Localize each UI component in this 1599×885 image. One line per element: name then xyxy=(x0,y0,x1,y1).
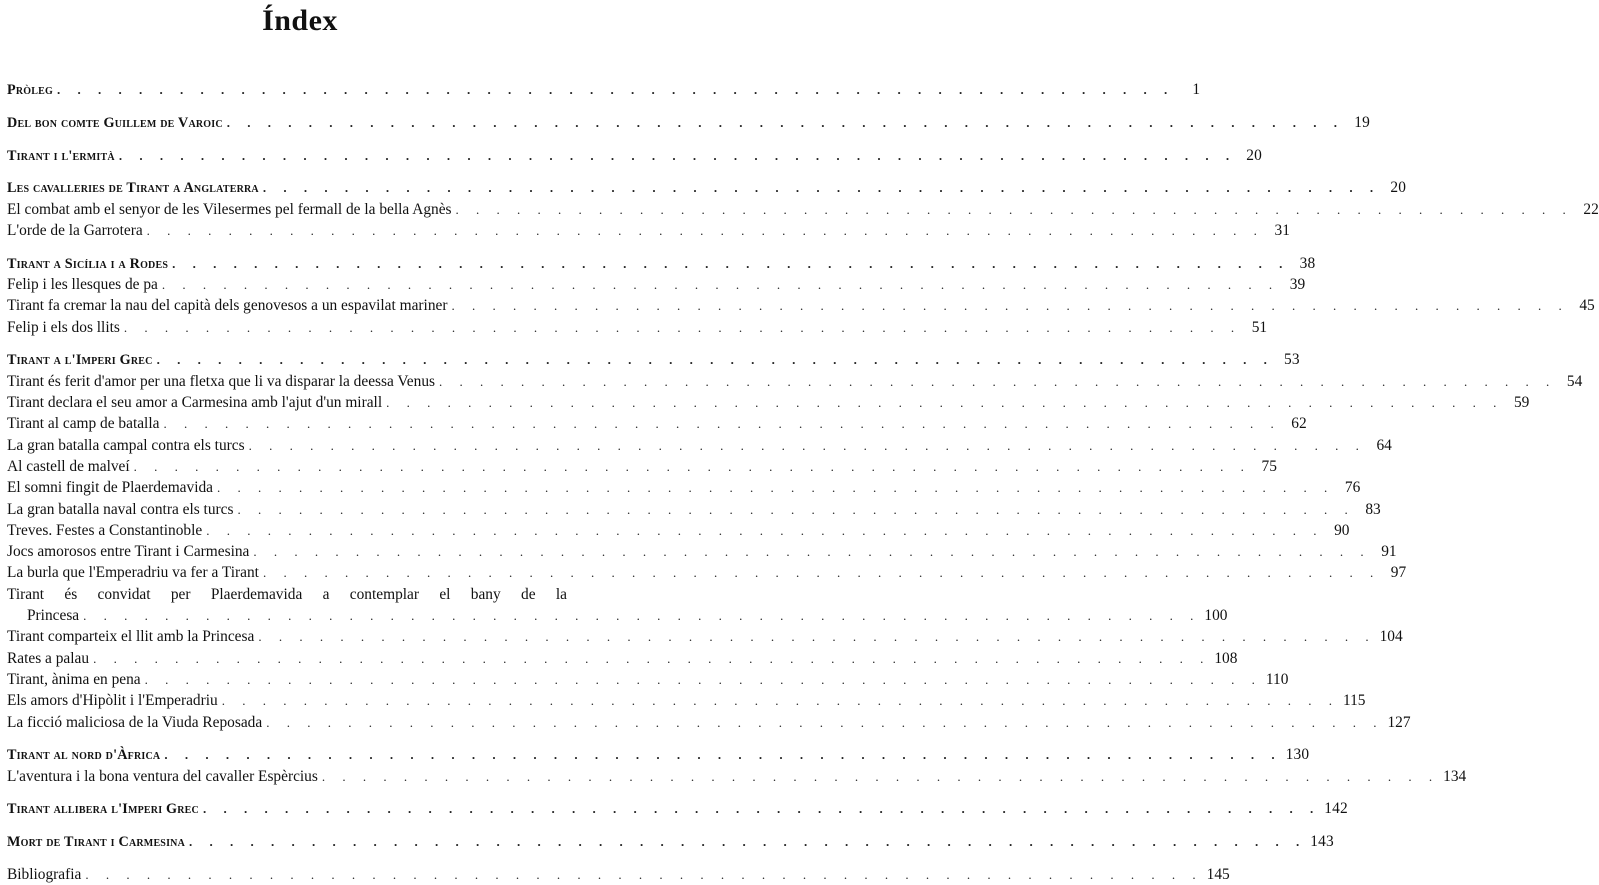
toc-entry[interactable] xyxy=(7,520,1350,541)
toc-page-number: 142 xyxy=(1324,800,1348,818)
toc-page-number: 134 xyxy=(1443,767,1467,785)
group-spacer xyxy=(7,166,597,178)
toc-page-number: 64 xyxy=(1376,436,1392,454)
toc-page-number: 1 xyxy=(1192,81,1201,98)
toc-entry[interactable] xyxy=(7,199,1599,220)
group-spacer xyxy=(7,338,597,350)
toc-entry[interactable] xyxy=(7,648,1238,669)
toc-entry-label: Tirant i l'ermità xyxy=(7,147,115,164)
toc-page-number: 39 xyxy=(1289,276,1306,294)
page-title: Índex xyxy=(262,4,338,37)
dot-leader: . . . . . . . . . . . . . . . . . . . . . . . . . . . . . . . . . . . . . . . . . . . . . . . . . . . . . . . xyxy=(93,650,1211,666)
toc-page-number: 130 xyxy=(1285,746,1310,764)
toc-entry-label: Jocs amorosos entre Tirant i Carmesina xyxy=(7,543,250,561)
toc-page-number: 20 xyxy=(1390,179,1407,197)
toc-entry[interactable] xyxy=(7,626,1403,647)
group-spacer xyxy=(7,853,597,865)
toc-page-number: 145 xyxy=(1206,866,1230,883)
toc-page-number: 90 xyxy=(1334,521,1350,539)
dot-leader: . . . . . . . . . . . . . . . . . . . . . . . . . . . . . . . . . . . . . . . . . . . . . . . . . . . . . . . xyxy=(226,114,1345,130)
toc-entry[interactable] xyxy=(7,864,1230,885)
dot-leader: . . . . . . . . . . . . . . . . . . . . . . . . . . . . . . . . . . . . . . . . . . . . . . . . . . . . . . . xyxy=(85,867,1203,882)
toc-entry-label[interactable]: Tirant és convidat per Plaerdemavida a contemplar el bany de la xyxy=(7,585,567,603)
toc-entry-label: Les cavalleries de Tirant a Anglaterra xyxy=(7,180,259,197)
toc-page-number: 75 xyxy=(1261,457,1277,475)
toc-section-entry[interactable] xyxy=(7,831,1334,852)
toc-page-number: 100 xyxy=(1204,607,1228,625)
toc-entry-label: La burla que l'Emperadriu va fer a Tirant xyxy=(7,564,259,582)
toc-page-number: 115 xyxy=(1342,692,1366,710)
table-of-contents xyxy=(7,79,1599,885)
toc-entry[interactable] xyxy=(7,712,1411,733)
toc-entry[interactable] xyxy=(7,317,1268,338)
dot-leader: . . . . . . . . . . . . . . . . . . . . . . . . . . . . . . . . . . . . . . . . . . . . . . . . . . . . . . . xyxy=(221,693,1339,709)
toc-page-number: 127 xyxy=(1387,713,1411,731)
toc-entry[interactable] xyxy=(7,435,1392,456)
dot-leader: . . . . . . . . . . . . . . . . . . . . . . . . . . . . . . . . . . . . . . . . . . . . . . . . . . . . . . . xyxy=(451,298,1569,314)
toc-entry-label: Pròleg xyxy=(7,82,53,98)
dot-leader: . . . . . . . . . . . . . . . . . . . . . . . . . . . . . . . . . . . . . . . . . . . . . . . . . . . . . . . xyxy=(217,480,1335,496)
toc-entry-label: Felip i les llesques de pa xyxy=(7,276,158,294)
dot-leader: . . . . . . . . . . . . . . . . . . . . . . . . . . . . . . . . . . . . . . . . . . . . . . . . . . . . . . . xyxy=(455,201,1573,217)
dot-leader: . . . . . . . . . . . . . . . . . . . . . . . . . . . . . . . . . . . . . . . . . . . . . . . . . . . . . . . xyxy=(248,437,1366,453)
toc-entry-label: Tirant, ànima en pena xyxy=(7,670,141,688)
toc-page-number: 62 xyxy=(1291,415,1307,433)
toc-page-number: 22 xyxy=(1583,200,1599,218)
group-spacer xyxy=(7,241,597,253)
toc-page-number: 38 xyxy=(1299,254,1316,272)
dot-leader: . . . . . . . . . . . . . . . . . . . . . . . . . . . . . . . . . . . . . . . . . . . . . . . . . . . . . . . xyxy=(189,834,1307,850)
toc-entry-label: Tirant fa cremar la nau del capità dels genovesos a un espavilat mariner xyxy=(7,297,448,315)
toc-entry-label: Treves. Festes a Constantinoble xyxy=(7,521,203,539)
group-spacer xyxy=(7,787,597,799)
toc-entry-label: Tirant allibera l'Imperi Grec xyxy=(7,801,199,818)
toc-page-number: 104 xyxy=(1379,628,1403,646)
toc-page-number: 110 xyxy=(1265,670,1289,688)
toc-entry-label: Del bon comte Guillem de Varoic xyxy=(7,114,223,131)
toc-page-number: 97 xyxy=(1390,564,1407,582)
toc-page-number: 54 xyxy=(1566,372,1583,390)
toc-section-entry[interactable] xyxy=(7,177,1407,198)
toc-entry-label: Felip i els dos llits xyxy=(7,318,120,336)
group-spacer xyxy=(7,733,597,745)
toc-page-number: 20 xyxy=(1246,146,1263,164)
dot-leader: . . . . . . . . . . . . . . . . . . . . . . . . . . . . . . . . . . . . . . . . . . . . . . . . . . . . . . . xyxy=(206,522,1324,538)
toc-section-entry[interactable] xyxy=(7,145,1263,166)
toc-entry-label: L'aventura i la bona ventura del cavaller Espèrcius xyxy=(7,767,318,785)
toc-entry-label: L'orde de la Garrotera xyxy=(7,221,143,239)
toc-entry-label: Tirant a Sicília i a Rodes xyxy=(7,255,169,272)
toc-entry-label: Bibliografia xyxy=(7,866,82,883)
toc-entry-label: Rates a palau xyxy=(7,649,90,667)
dot-leader: . . . . . . . . . . . . . . . . . . . . . . . . . . . . . . . . . . . . . . . . . . . . . . . . . . . . . . . xyxy=(161,277,1280,293)
toc-entry[interactable] xyxy=(7,605,1228,626)
toc-entry-label: Tirant comparteix el llit amb la Princesa xyxy=(7,628,255,646)
dot-leader: . . . . . . . . . . . . . . . . . . . . . . . . . . . . . . . . . . . . . . . . . . . . . . . . . . . . . . . xyxy=(164,747,1282,763)
toc-section-entry[interactable] xyxy=(7,112,1371,133)
dot-leader: . . . . . . . . . . . . . . . . . . . . . . . . . . . . . . . . . . . . . . . . . . . . . . . . . . . . . . . xyxy=(57,82,1175,97)
dot-leader: . . . . . . . . . . . . . . . . . . . . . . . . . . . . . . . . . . . . . . . . . . . . . . . . . . . . . . . xyxy=(262,565,1381,581)
toc-entry[interactable] xyxy=(7,477,1361,498)
toc-entry[interactable] xyxy=(7,413,1307,434)
dot-leader: . . . . . . . . . . . . . . . . . . . . . . . . . . . . . . . . . . . . . . . . . . . . . . . . . . . . . . . xyxy=(156,352,1274,368)
dot-leader: . . . . . . . . . . . . . . . . . . . . . . . . . . . . . . . . . . . . . . . . . . . . . . . . . . . . . . . xyxy=(123,319,1242,335)
dot-leader: . . . . . . . . . . . . . . . . . . . . . . . . . . . . . . . . . . . . . . . . . . . . . . . . . . . . . . . xyxy=(321,768,1440,784)
toc-entry-label: El combat amb el senyor de les Vilesermes pel fermall de la bella Agnès xyxy=(7,200,452,218)
toc-entry-label: Tirant és ferit d'amor per una fletxa que li va disparar la deessa Venus xyxy=(7,372,436,390)
dot-leader: . . . . . . . . . . . . . . . . . . . . . . . . . . . . . . . . . . . . . . . . . . . . . . . . . . . . . . . xyxy=(146,222,1264,238)
toc-entry-label: Tirant al camp de batalla xyxy=(7,415,160,433)
toc-entry-label: Els amors d'Hipòlit i l'Emperadriu xyxy=(7,692,218,710)
toc-entry-label: Princesa xyxy=(27,607,80,625)
dot-leader: . . . . . . . . . . . . . . . . . . . . . . . . . . . . . . . . . . . . . . . . . . . . . . . . . . . . . . . xyxy=(133,458,1251,474)
toc-entry[interactable] xyxy=(7,295,1595,316)
toc-entry[interactable] xyxy=(7,766,1467,787)
toc-page-number: 83 xyxy=(1365,500,1381,518)
dot-leader: . . . . . . . . . . . . . . . . . . . . . . . . . . . . . . . . . . . . . . . . . . . . . . . . . . . . . . . xyxy=(262,180,1381,196)
dot-leader: . . . . . . . . . . . . . . . . . . . . . . . . . . . . . . . . . . . . . . . . . . . . . . . . . . . . . . . xyxy=(118,147,1237,163)
dot-leader: . . . . . . . . . . . . . . . . . . . . . . . . . . . . . . . . . . . . . . . . . . . . . . . . . . . . . . . xyxy=(237,501,1355,517)
toc-page-number: 143 xyxy=(1310,833,1334,851)
toc-page-number: 59 xyxy=(1513,394,1530,412)
dot-leader: . . . . . . . . . . . . . . . . . . . . . . . . . . . . . . . . . . . . . . . . . . . . . . . . . . . . . . . xyxy=(253,544,1371,560)
toc-entry[interactable] xyxy=(7,456,1277,477)
toc-entry-label: Tirant a l'Imperi Grec xyxy=(7,352,153,369)
dot-leader: . . . . . . . . . . . . . . . . . . . . . . . . . . . . . . . . . . . . . . . . . . . . . . . . . . . . . . . xyxy=(83,608,1201,624)
toc-page-number: 91 xyxy=(1381,543,1397,561)
toc-entry-label: Mort de Tirant i Carmesina xyxy=(7,834,186,851)
dot-leader: . . . . . . . . . . . . . . . . . . . . . . . . . . . . . . . . . . . . . . . . . . . . . . . . . . . . . . . xyxy=(258,629,1376,645)
toc-entry[interactable] xyxy=(7,274,1306,295)
toc-entry[interactable] xyxy=(7,541,1397,562)
group-spacer xyxy=(7,133,597,145)
toc-section-entry[interactable] xyxy=(7,253,1316,274)
toc-entry[interactable] xyxy=(7,499,1381,520)
toc-page-number: 108 xyxy=(1214,649,1238,667)
dot-leader: . . . . . . . . . . . . . . . . . . . . . . . . . . . . . . . . . . . . . . . . . . . . . . . . . . . . . . . xyxy=(172,255,1290,271)
toc-entry-label: Tirant declara el seu amor a Carmesina amb l'ajut d'un mirall xyxy=(7,394,383,412)
dot-leader: . . . . . . . . . . . . . . . . . . . . . . . . . . . . . . . . . . . . . . . . . . . . . . . . . . . . . . . xyxy=(202,801,1321,817)
toc-section-entry[interactable] xyxy=(7,798,1348,819)
toc-entry-label: Al castell de malveí xyxy=(7,457,130,475)
toc-section-entry[interactable] xyxy=(7,79,1201,100)
group-spacer xyxy=(7,100,597,112)
toc-page-number: 31 xyxy=(1274,221,1290,239)
dot-leader: . . . . . . . . . . . . . . . . . . . . . . . . . . . . . . . . . . . . . . . . . . . . . . . . . . . . . . . xyxy=(439,373,1557,389)
toc-section-entry[interactable] xyxy=(7,744,1310,765)
toc-entry[interactable] xyxy=(7,690,1366,711)
group-spacer xyxy=(7,820,597,832)
toc-page-number: 19 xyxy=(1354,113,1371,131)
toc-entry-label: Tirant al nord d'Àfrica xyxy=(7,747,161,764)
toc-entry-label: La gran batalla campal contra els turcs xyxy=(7,436,245,454)
toc-entry-label: La gran batalla naval contra els turcs xyxy=(7,500,234,518)
toc-entry[interactable] xyxy=(7,220,1290,241)
dot-leader: . . . . . . . . . . . . . . . . . . . . . . . . . . . . . . . . . . . . . . . . . . . . . . . . . . . . . . . xyxy=(266,714,1384,730)
toc-entry-label: La ficció maliciosa de la Viuda Reposada xyxy=(7,713,263,731)
toc-entry[interactable] xyxy=(7,392,1530,413)
toc-entry[interactable] xyxy=(7,371,1583,392)
dot-leader: . . . . . . . . . . . . . . . . . . . . . . . . . . . . . . . . . . . . . . . . . . . . . . . . . . . . . . . xyxy=(144,671,1262,687)
toc-entry[interactable] xyxy=(7,562,1407,583)
toc-page-number: 53 xyxy=(1284,351,1300,369)
dot-leader: . . . . . . . . . . . . . . . . . . . . . . . . . . . . . . . . . . . . . . . . . . . . . . . . . . . . . . . xyxy=(386,395,1504,411)
dot-leader: . . . . . . . . . . . . . . . . . . . . . . . . . . . . . . . . . . . . . . . . . . . . . . . . . . . . . . . xyxy=(163,416,1281,432)
toc-entry[interactable] xyxy=(7,669,1289,690)
toc-page-number: 45 xyxy=(1579,297,1595,315)
toc-page-number: 76 xyxy=(1344,479,1361,497)
toc-page-number: 51 xyxy=(1251,318,1268,336)
toc-section-entry[interactable] xyxy=(7,349,1300,370)
toc-entry-label: El somni fingit de Plaerdemavida xyxy=(7,479,214,497)
